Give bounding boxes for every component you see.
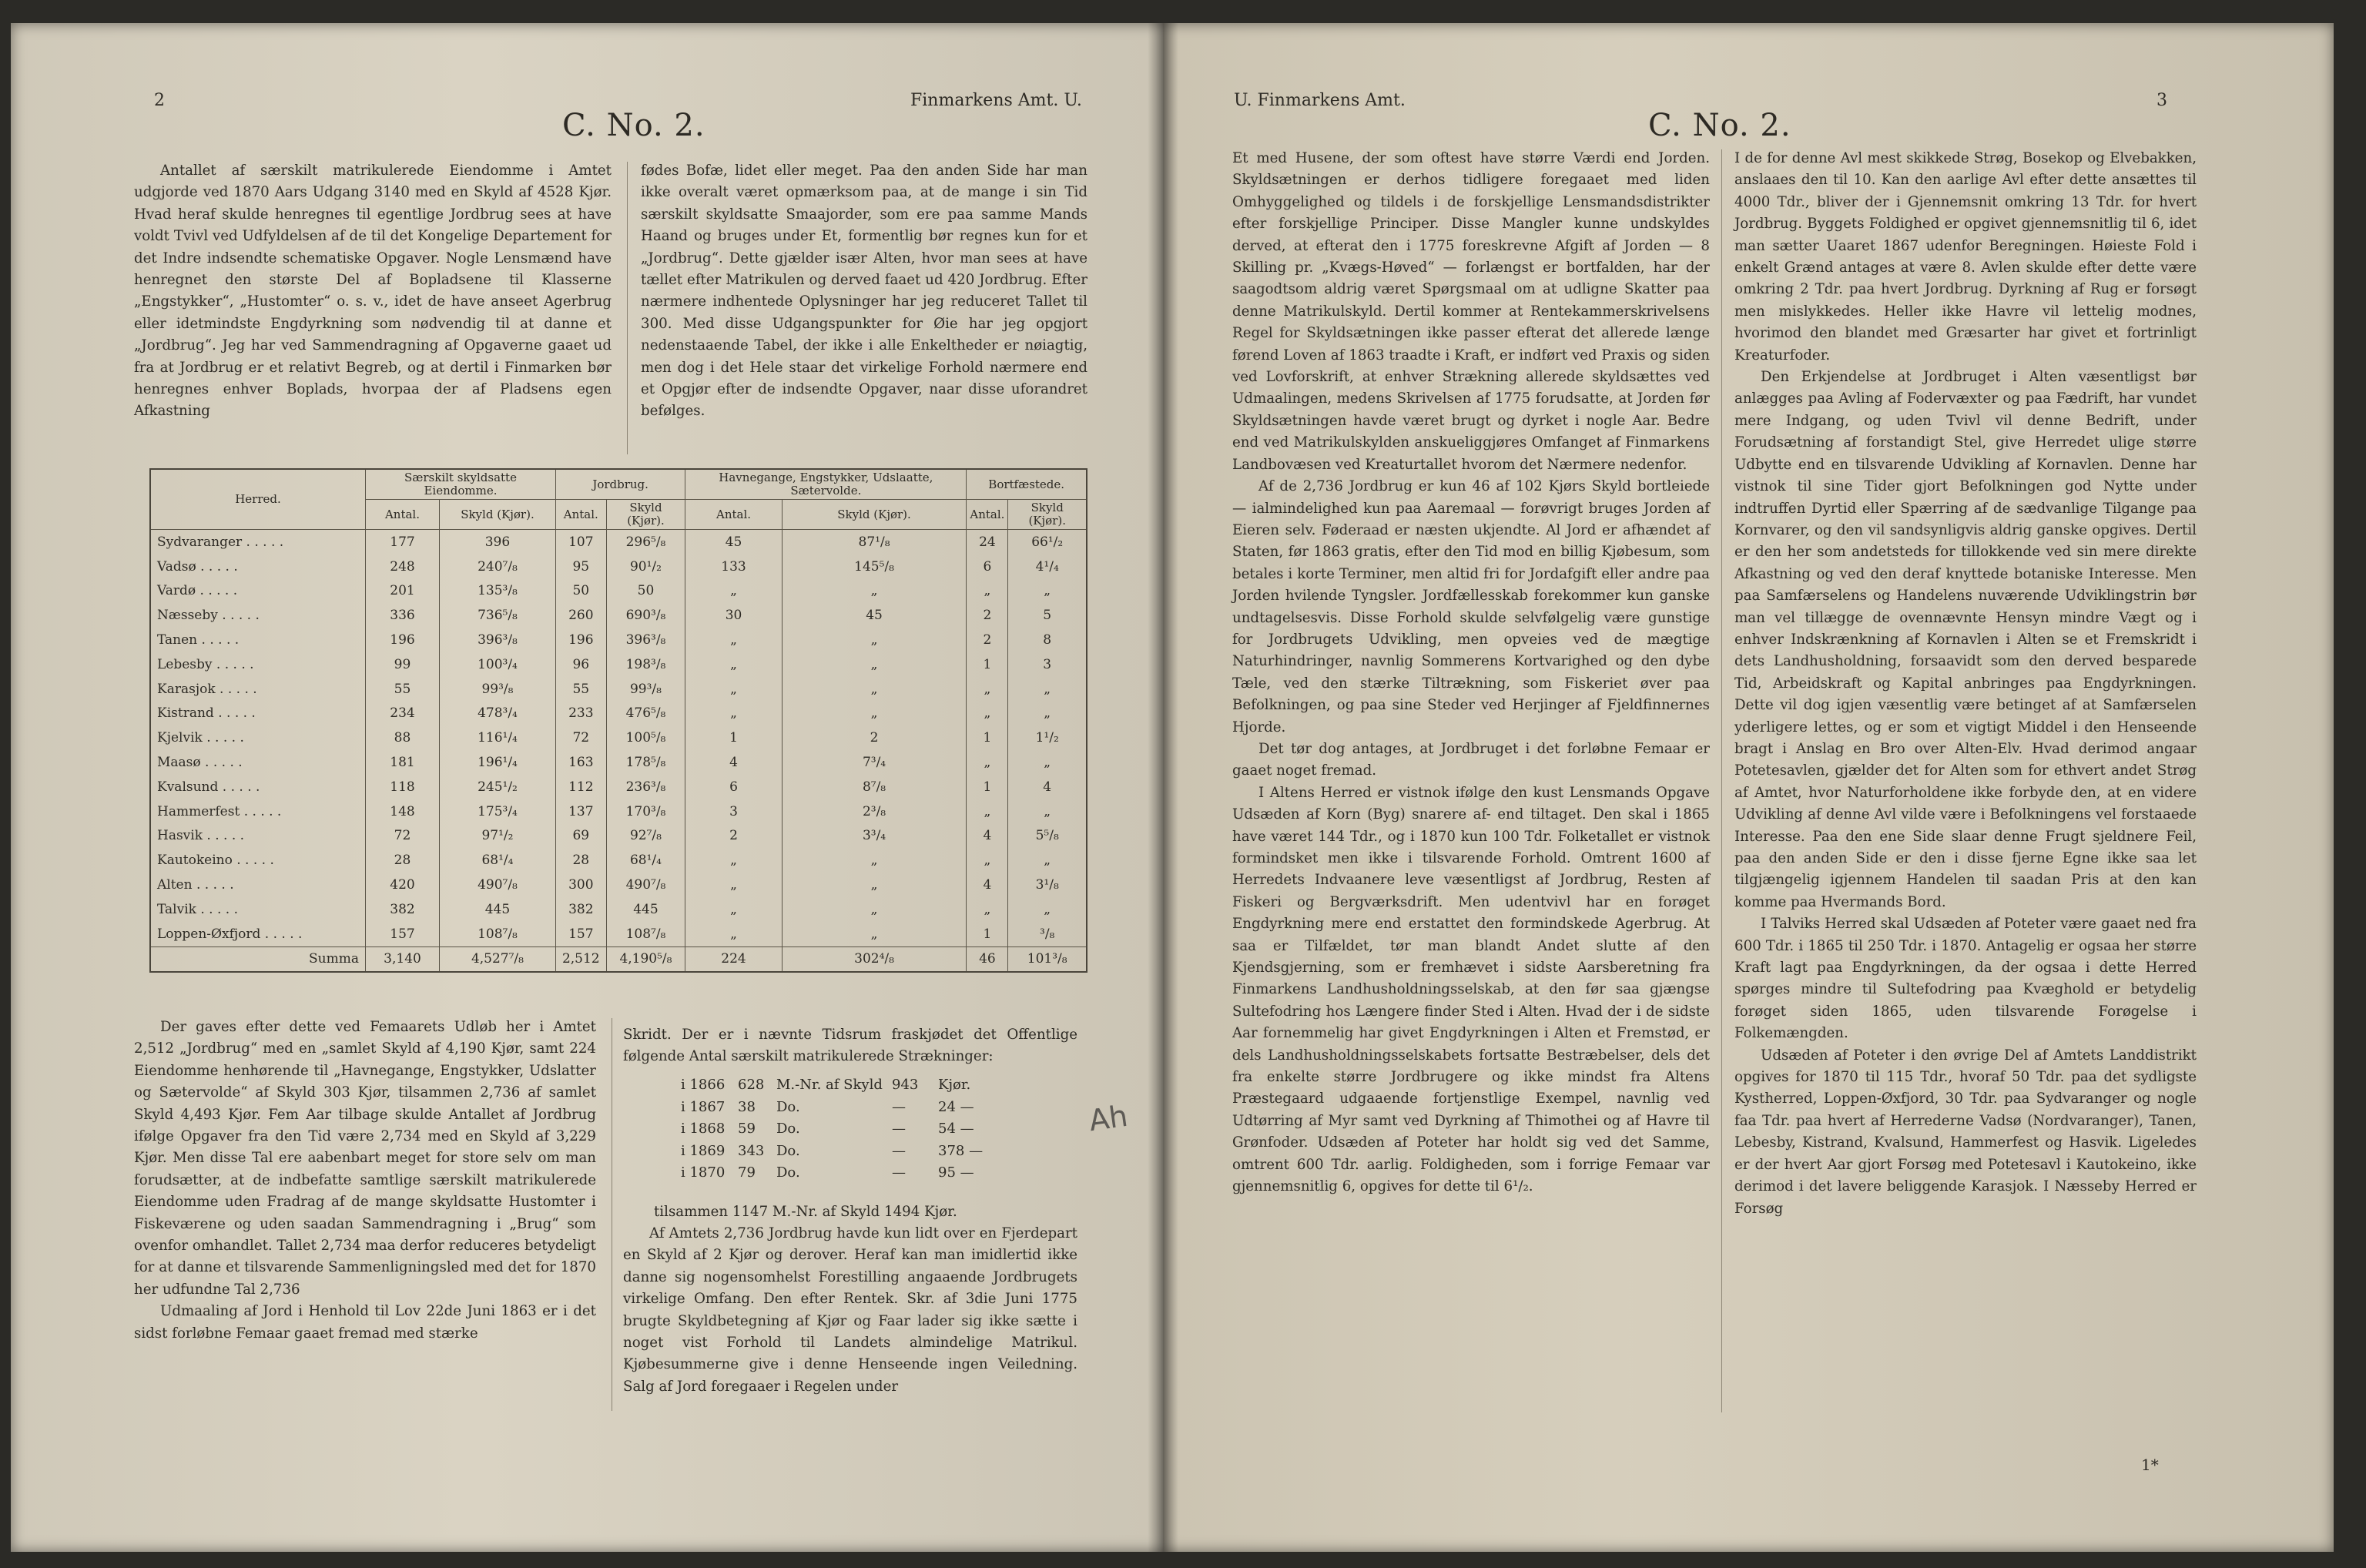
sum-cell: 4,527⁷/₈ — [439, 946, 555, 972]
table-cell: 420 — [366, 873, 440, 897]
table-cell: 24 — [967, 530, 1008, 554]
table-cell: 55 — [555, 677, 606, 702]
table-cell: 28 — [555, 848, 606, 873]
table-cell: 445 — [606, 897, 685, 922]
table-cell: 118 — [366, 775, 440, 799]
table-cell: 5 — [1008, 603, 1087, 628]
paragraph: I de for denne Avl mest skikkede Strøg, Bosekop og Elvebakken, anslaaes den til 10. Kan den aarlige Avl efter dette ansættes til 4000 Tdr., bliver der i Gjennemsnit omkring 13 Tdr. for hvert Jordbrug. Byggets Foldighed er opgivet gjennemsnitlig til 6, idet man sætter Uaaret 1867 udenfor Beregningen. Høieste Fold i enkelt Grænd antages at være 8. Avlen skulde efter dette være omkring 2 Tdr. paa hvert Jordbrug. Dyrkning af Rug er forsøgt men mislykkedes. Heller ikke Havre vil lettelig modnes, hvorimod den blandet med Græsarter har givet et fortrinligt Kreaturfoder. — [1734, 150, 2197, 364]
herred-name: Vadsø . . . . . — [150, 554, 366, 579]
table-cell: 196 — [366, 628, 440, 652]
grant-cell: Do. — [776, 1142, 800, 1159]
herred-name: Sydvaranger . . . . . — [150, 530, 366, 554]
paragraph: Et med Husene, der som oftest have større Værdi end Jorden. Skyldsætningen er derhos tidligere foregaaet med liden Omhyggelighed og tildels i de forskjellige Lensmandsdistrikter efter forskjellige Principer. Disse Mangler kunne undskyldes derved, at efterat den i 1775 foreskrevne Afgift af Jorden — 8 Skilling pr. „Kvægs-Høved“ — forlængst er bortfalden, har der saagodtsom aldrig været Spørgsmaal om at udligne Skatter paa denne Matrikulskyld. Dertil kommer at Rentekammerskrivelsens Regel for Skyldsætningen ikke passer efterat det allerede længe førend Loven af 1863 traadte i Kraft, er indført ved Praxis og siden ved Lovforskrift, at enhver Strækning allerede skyldsættes ved Udmaalingen, medens Skrivelsen af 1775 forudsatte, at Jorden før Skyldsætningen havde været brugt og dyrket i nogle Aar. Bedre end ved Matrikulskylden anskueliggjøres Omfanget af Finmarkens Landbovæsen ved Kreaturtallet hvorom det Nærmere nedenfor. — [1232, 150, 1710, 473]
right-page-title: C. No. 2. — [1648, 108, 1791, 143]
table-row — [150, 702, 1087, 726]
table-cell: „ — [967, 799, 1008, 824]
left-column-4 — [623, 1223, 1077, 1398]
table-cell: „ — [782, 848, 967, 873]
table-cell: 50 — [555, 579, 606, 604]
grant-cell: i 1869 — [681, 1142, 726, 1159]
statistics-table — [149, 468, 1087, 973]
grant-cell: Do. — [776, 1098, 800, 1115]
grant-cell: Do. — [776, 1164, 800, 1181]
grant-cell: 79 — [738, 1164, 756, 1181]
grant-cell: 343 — [738, 1142, 765, 1159]
table-cell: „ — [685, 897, 782, 922]
table-cell: 296⁵/₈ — [606, 530, 685, 554]
table-cell: 95 — [555, 554, 606, 579]
table-cell: 4 — [1008, 775, 1087, 799]
table-row — [150, 628, 1087, 652]
table-cell: 157 — [366, 922, 440, 946]
table-cell: 3¹/₈ — [1008, 873, 1087, 897]
table-cell: „ — [782, 873, 967, 897]
grant-cell: i 1866 — [681, 1077, 726, 1093]
table-cell: „ — [967, 702, 1008, 726]
grant-row — [681, 1118, 1007, 1141]
herred-name: Karasjok . . . . . — [150, 677, 366, 702]
grant-cell: — — [892, 1164, 906, 1181]
herred-name: Kjelvik . . . . . — [150, 725, 366, 750]
table-cell: ³/₈ — [1008, 922, 1087, 946]
table-cell: 107 — [555, 530, 606, 554]
herred-name: Loppen-Øxfjord . . . . . — [150, 922, 366, 946]
table-cell: 135³/₈ — [439, 579, 555, 604]
table-cell: 260 — [555, 603, 606, 628]
table-cell: „ — [1008, 702, 1087, 726]
table-cell: 92⁷/₈ — [606, 824, 685, 849]
table-cell: 137 — [555, 799, 606, 824]
table-cell: 2 — [967, 628, 1008, 652]
table-cell: 148 — [366, 799, 440, 824]
table-row — [150, 848, 1087, 873]
paragraph: Det tør dog antages, at Jordbruget i det forløbne Femaar er gaaet noget fremad. — [1232, 740, 1710, 779]
paragraph: Antallet af særskilt matrikulerede Eiendomme i Amtet udgjorde ved 1870 Aars Udgang 3140 med en Skyld af 4528 Kjør. Hvad heraf skulde henregnes til egentlige Jordbrug sees at have voldt Tvivl ved Udfyldelsen af de til det Kongelige Departement for det Indre indsendte schematiske Opgaver. Nogle Lensmænd have henregnet den største Del af Bopladsene til Klasserne „Engstykker“, „Hustomter“ o. s. v., idet de have anseet Agerbrug eller idetmindste Engdyrkning som nødvendig til at danne et „Jordbrug“. Jeg har ved Sammendragning af Opgaverne gaaet ud fra at Jordbrug er et relativt Begreb, og at dertil i Finmarken bør henregnes enhver Boplads, hvorpaa der af Pladsens egen Afkastning — [134, 162, 612, 420]
table-cell: „ — [967, 579, 1008, 604]
table-subhead: Skyld (Kjør). — [606, 500, 685, 530]
grant-cell: i 1870 — [681, 1164, 726, 1181]
table-cell: 248 — [366, 554, 440, 579]
table-cell: „ — [782, 677, 967, 702]
table-cell: 45 — [685, 530, 782, 554]
table-cell: 1 — [967, 775, 1008, 799]
table-cell: 99³/₈ — [439, 677, 555, 702]
paragraph: Den Erkjendelse at Jordbruget i Alten væsentligst bør anlægges paa Avling af Fodervæxter og paa Fædrift, har vundet mere Indgang, og uden Tvivl vil denne Bedrift, under Forudsætning af forstandigt Stel, give Herredet ulige større Udbytte end en tilsvarende Udvikling af Kornavlen. Denne har vistnok til sine Tider gjort Befolkningen god Nytte under indtruffen Dyrtid eller Spærring af de sædvanlige Tilgange paa Kornvarer, og den vil sandsynligvis aldrig ganske opgives. Dertil er den her som andetsteds for tillokkende ved sin mere direkte Afkastning og ved den deraf knyttede botaniske Interesse. Men paa Samfærselens og Handelens nuværende Udviklingstrin bør man vel tillægge de ovennævnte Hensyn mindre Vægt og i enhver Indskrænkning af Kornavlen i Alten se et Fremskridt i dets Landhusholdning, forsaavidt som den derved besparede Tid, Arbeidskraft og Kapital anbringes paa Engdyrkningen. Dette vil dog igjen væsentlig være betinget af at Samfærselen yderligere lettes, og er som et vigtigt Middel i den Henseende bragt i Anslag en Bro over Alten-Elv. Hvad derimod angaar Potetesavlen, gjælder det for Alten som for ethvert andet Strøg af Amtet, hvor Naturforholdene ikke forbyde den, at en videre Udvikling af denne Avl vilde være i Befolkningens vel forstaaede Interesse. Paa den ene Side slaar denne Frugt sjeldnere Feil, paa den anden Side er den i disse fjerne Egne ikke saa let tilgjængelig igjennem Handelen til saadan Pris at den kan komme paa Hvermands Bord. — [1734, 369, 2197, 910]
table-row — [150, 677, 1087, 702]
signature-mark: 1* — [2141, 1456, 2159, 1474]
left-column-4-intro: Skridt. Der er i nævnte Tidsrum fraskjødet det Offentlige følgende Antal særskilt matrikulerede Strækninger: — [623, 1027, 1077, 1065]
grant-row — [681, 1141, 1007, 1163]
herred-name: Kistrand . . . . . — [150, 702, 366, 726]
sum-cell: 2,512 — [555, 946, 606, 972]
table-cell: 2 — [967, 603, 1008, 628]
table-cell: 445 — [439, 897, 555, 922]
table-cell: 99 — [366, 652, 440, 677]
table-cell: 300 — [555, 873, 606, 897]
table-cell: 396³/₈ — [606, 628, 685, 652]
table-cell: 198³/₈ — [606, 652, 685, 677]
grant-cell: 378 — — [938, 1142, 984, 1159]
sum-label: Summa — [150, 946, 366, 972]
book-gutter — [1148, 23, 1178, 1552]
sum-cell: 46 — [967, 946, 1008, 972]
table-cell: 69 — [555, 824, 606, 849]
table-cell: 4 — [685, 750, 782, 775]
herred-name: Kautokeino . . . . . — [150, 848, 366, 873]
table-cell: 99³/₈ — [606, 677, 685, 702]
table-cell: „ — [1008, 897, 1087, 922]
paragraph: fødes Bofæ, lidet eller meget. Paa den anden Side har man ikke overalt været opmærksom paa, at de mange i sin Tid særskilt skyldsatte Smaajorder, som ere paa samme Mands Haand og bruges under Et, formentlig bør regnes kun for et „Jordbrug“. Dette gjælder især Alten, hvor man sees at have tællet efter Matrikulen og derved faaet ud 420 Jordbrug. Efter nærmere indhentede Oplysninger har jeg reduceret Tallet til 300. Med disse Udgangspunkter for Øie har jeg opgjort nedenstaaende Tabel, der ikke i alle Enkeltheder er nøiagtig, men dog i det Hele staar det virkelige Forhold nærmere end et Opgjør efter de indsendte Opgaver, naar disse uforandret befølges. — [641, 162, 1087, 420]
herred-name: Hasvik . . . . . — [150, 824, 366, 849]
table-cell: „ — [685, 848, 782, 873]
table-head-group: Jordbrug. — [555, 469, 685, 500]
table-cell: „ — [782, 922, 967, 946]
table-cell: 1 — [685, 725, 782, 750]
table-cell: „ — [685, 652, 782, 677]
table-cell: 108⁷/₈ — [606, 922, 685, 946]
table-cell: 96 — [555, 652, 606, 677]
table-cell: „ — [782, 897, 967, 922]
table-cell: 2 — [685, 824, 782, 849]
grant-cell: — — [892, 1121, 906, 1137]
table-head-group: Særskilt skyldsatte Eiendomme. — [366, 469, 556, 500]
table-cell: 6 — [685, 775, 782, 799]
table-cell: 396 — [439, 530, 555, 554]
table-cell: „ — [685, 628, 782, 652]
table-row — [150, 897, 1087, 922]
paragraph: I Altens Herred er vistnok ifølge den kust Lensmands Opgave Udsæden af Korn (Byg) snarere af- end tiltaget. Den skal i 1865 have været 144 Tdr., og i 1870 kun 100 Tdr. Folketallet er vistnok formindsket men ikke i tilsvarende Forhold. Omtrent 1600 af Herredets Indvaanere leve væsentligst af Jordbrug, Resten af Fiskeri og Bergværksdrift. Men udentvivl har en forøget Engdyrkning mere end erstattet den formindskede Agerbrug. At saa er Tilfældet, tør man blandt Andet slutte af den Kjendsgjerning, som er fremhævet i sidste Aarsberetning fra Finmarkens Landhusholdningsselskab, at den før saa gjængse Sultefodring hos Længere finder Sted i Alten. Hvad der i de sidste Aar fornemmelig har givet Engdyrkningen i Alten et Fremstød, er dels Landhusholdningsselskabets fortsatte Bestræbelser, dels det fra enkelte større Jordbrugere og ikke mindst fra Altens Præstegaard udgaaende fortjenstlige Exempel, navnlig ved Udtørring af Myr samt ved Dyrkning af Thimothei og af Havre til Grønfoder. Udsæden af Poteter har holdt sig ved det Samme, omtrent 600 Tdr. aarlig. Foldigheden, som i forrige Femaar var gjennemsnitlig 6, opgives for dette til 6¹/₂. — [1232, 784, 1710, 1195]
table-cell: 3 — [685, 799, 782, 824]
left-page-number: 2 — [154, 91, 165, 110]
table-row — [150, 530, 1087, 554]
herred-name: Maasø . . . . . — [150, 750, 366, 775]
table-head-group: Havnegange, Engstykker, Udslaatte, Sætervolde. — [685, 469, 967, 500]
grant-cell: 59 — [738, 1121, 756, 1137]
table-cell: 382 — [366, 897, 440, 922]
pencil-annotation: Ah — [1087, 1098, 1130, 1138]
table-cell: 7³/₄ — [782, 750, 967, 775]
land-grants-list — [681, 1074, 1007, 1184]
grant-row — [681, 1074, 1007, 1097]
table-cell: 181 — [366, 750, 440, 775]
left-column-1 — [134, 160, 612, 423]
paragraph: Der gaves efter dette ved Femaarets Udløb her i Amtet 2,512 „Jordbrug“ med en „samlet Skyld af 4,190 Kjør, samt 224 Eiendomme henhørende til „Havnegange, Engstykker, Udslatter og Sætervolde“ af Skyld 303 Kjør, tilsammen 2,736 af samlet Skyld 4,493 Kjør. Fem Aar tilbage skulde Antallet af Jordbrug ifølge Opgaver fra den Tid være 2,734 med en Skyld af 3,229 Kjør. Men disse Tal ere aabenbart meget for store selv om man forudsætter, at de indbefatte samtlige særskilt matrikulerede Eiendomme uden Fradrag af de mange skyldsatte Hustomter i Fiskeværene og uden saadan Sammendragning i „Brug“ som ovenfor omhandlet. Tallet 2,734 maa derfor reduceres betydeligt for at danne et tilsvarende Sammenligningsled med det for 1870 her udfundne Tal 2,736 — [134, 1019, 596, 1298]
table-cell: 8 — [1008, 628, 1087, 652]
table-cell: 196 — [555, 628, 606, 652]
table-cell: „ — [1008, 579, 1087, 604]
paragraph: I Talviks Herred skal Udsæden af Poteter være gaaet ned fra 600 Tdr. i 1865 til 250 Tdr. i 1870. Antagelig er ogsaa her større Kraft lagt paa Engdyrkningen, da der ogsaa i dette Herred spørges mindre til Sultefodring paa Kvæghold er betydelig forøget siden 1865, uden tilsvarende Forøgelse i Folkemængden. — [1734, 916, 2197, 1042]
column-rule — [627, 162, 628, 454]
grant-cell: — — [892, 1098, 906, 1115]
table-cell: 3 — [1008, 652, 1087, 677]
table-cell: „ — [967, 897, 1008, 922]
paragraph: Udsæden af Poteter i den øvrige Del af Amtets Landdistrikt opgives for 1870 til 115 Tdr., hvoraf 50 Tdr. paa det sydligste Kystherred, Loppen-Øxfjord, 30 Tdr. paa Sydvaranger og nogle faa Tdr. paa hvert af Herrederne Vadsø (Nordvaranger), Tanen, Lebesby, Kistrand, Kvalsund, Hammerfest og Hasvik. Ligeledes er der hvert Aar gjort Forsøg med Potetesavl i Kautokeino, ikke derimod i det lavere beliggende Karasjok. I Næsseby Herred er Forsøg — [1734, 1047, 2197, 1217]
table-cell: 478³/₄ — [439, 702, 555, 726]
table-cell: 45 — [782, 603, 967, 628]
table-cell: 157 — [555, 922, 606, 946]
grant-cell: — — [892, 1142, 906, 1159]
table-row — [150, 725, 1087, 750]
herred-name: Vardø . . . . . — [150, 579, 366, 604]
table-cell: 68¹/₄ — [439, 848, 555, 873]
table-subhead: Skyld (Kjør). — [439, 500, 555, 530]
table-cell: 396³/₈ — [439, 628, 555, 652]
table-row — [150, 799, 1087, 824]
table-cell: 170³/₈ — [606, 799, 685, 824]
table-cell: 2³/₈ — [782, 799, 967, 824]
table-row — [150, 750, 1087, 775]
table-cell: „ — [967, 677, 1008, 702]
table-cell: 196¹/₄ — [439, 750, 555, 775]
table-cell: 1 — [967, 922, 1008, 946]
table-sum-row — [150, 946, 1087, 972]
table-row — [150, 554, 1087, 579]
right-running-head: U. Finmarkens Amt. — [1234, 91, 1406, 110]
table-cell: „ — [685, 677, 782, 702]
table-cell: 133 — [685, 554, 782, 579]
grant-row — [681, 1162, 1007, 1184]
table-cell: „ — [685, 873, 782, 897]
table-cell: 490⁷/₈ — [439, 873, 555, 897]
table-cell: 4¹/₄ — [1008, 554, 1087, 579]
table-cell: „ — [1008, 848, 1087, 873]
herred-name: Alten . . . . . — [150, 873, 366, 897]
table-cell: 178⁵/₈ — [606, 750, 685, 775]
table-cell: 28 — [366, 848, 440, 873]
right-page — [1163, 23, 2334, 1552]
herred-name: Hammerfest . . . . . — [150, 799, 366, 824]
table-cell: 163 — [555, 750, 606, 775]
table-cell: 108⁷/₈ — [439, 922, 555, 946]
table-row — [150, 922, 1087, 946]
table-cell: „ — [685, 922, 782, 946]
sum-cell: 101³/₈ — [1008, 946, 1087, 972]
table-row — [150, 603, 1087, 628]
column-rule — [1721, 149, 1722, 1412]
table-cell: 87¹/₈ — [782, 530, 967, 554]
herred-name: Tanen . . . . . — [150, 628, 366, 652]
table-subhead: Antal. — [685, 500, 782, 530]
table-cell: 175³/₄ — [439, 799, 555, 824]
table-subhead: Antal. — [555, 500, 606, 530]
table-cell: 55 — [366, 677, 440, 702]
table-cell: 97¹/₂ — [439, 824, 555, 849]
table-cell: 116¹/₄ — [439, 725, 555, 750]
left-column-2 — [641, 160, 1087, 423]
right-column-2 — [1734, 148, 2197, 1220]
grant-cell: 943 — [892, 1077, 919, 1093]
grant-cell: 54 — — [938, 1121, 974, 1137]
table-cell: 72 — [555, 725, 606, 750]
table-cell: 4 — [967, 824, 1008, 849]
paragraph: Af Amtets 2,736 Jordbrug havde kun lidt over en Fjerdepart en Skyld af 2 Kjør og derover. Heraf kan man imidlertid ikke danne sig nogensomhelst Forestilling angaaende Jordbrugets virkelige Omfang. Den efter Rentek. Skr. af 3die Juni 1775 brugte Skyldbetegning af Kjør og Faar lader sig ikke sætte i noget vist Forhold til Landets almindelige Matrikul. Kjøbesummerne give i denne Henseende ingen Veiledning. Salg af Jord foregaaer i Regelen under — [623, 1225, 1077, 1395]
table-cell: 145⁵/₈ — [782, 554, 967, 579]
table-cell: „ — [1008, 750, 1087, 775]
table-cell: 382 — [555, 897, 606, 922]
grant-cell: i 1868 — [681, 1121, 726, 1137]
table-cell: 690³/₈ — [606, 603, 685, 628]
table-cell: 1 — [967, 652, 1008, 677]
table-cell: 201 — [366, 579, 440, 604]
table-cell: 100³/₄ — [439, 652, 555, 677]
table-cell: 100⁵/₈ — [606, 725, 685, 750]
table-cell: 88 — [366, 725, 440, 750]
table-cell: 1 — [967, 725, 1008, 750]
table-cell: 236³/₈ — [606, 775, 685, 799]
table-subhead: Antal. — [366, 500, 440, 530]
table-row — [150, 775, 1087, 799]
table-cell: 6 — [967, 554, 1008, 579]
grant-row — [681, 1097, 1007, 1119]
grants-total: tilsammen 1147 M.-Nr. af Skyld 1494 Kjør. — [654, 1204, 957, 1220]
table-row — [150, 579, 1087, 604]
table-cell: „ — [685, 702, 782, 726]
grant-cell: 95 — — [938, 1164, 974, 1181]
grant-cell: 24 — — [938, 1098, 974, 1115]
table-cell: 336 — [366, 603, 440, 628]
table-subhead: Skyld (Kjør). — [1008, 500, 1087, 530]
left-page — [11, 23, 1166, 1552]
table-cell: 50 — [606, 579, 685, 604]
table-cell: 736⁵/₈ — [439, 603, 555, 628]
table-cell: „ — [782, 628, 967, 652]
table-cell: 234 — [366, 702, 440, 726]
herred-name: Næsseby . . . . . — [150, 603, 366, 628]
table-cell: 2 — [782, 725, 967, 750]
paragraph: Af de 2,736 Jordbrug er kun 46 af 102 Kjørs Skyld bortleiede — ialmindelighed kun paa Aaremaal — forøvrigt bruges Jorden af Eieren selv. Føderaad er næsten ukjendte. Al Jord er afhændet af Staten, før 1863 gratis, efter den Tid mod en billig Kjøbesum, som betales i korte Terminer, men altid fri for Jordafgift eller andre paa Jorden hvilende Tyngsler. Jordfællesskab forekommer kun ganske undtagelsesvis. Disse Forhold skulde selvfølgelig være gunstige for Jordbrugets Udvikling, men opveies ved de mægtige Naturhindringer, navnlig Sommerens Kortvarighed og den dybe Tæle, ved den stærke Tiltrækning, som Fiskeriet øver paa Befolkningen, og paa sine Steder ved Herjinger af Fjeldfinnernes Hjorde. — [1232, 478, 1710, 735]
table-row — [150, 873, 1087, 897]
left-page-title: C. No. 2. — [562, 108, 705, 143]
paragraph: Udmaaling af Jord i Henhold til Lov 22de Juni 1863 er i det sidst forløbne Femaar gaaet fremad med stærke — [134, 1303, 596, 1342]
herred-name: Lebesby . . . . . — [150, 652, 366, 677]
table-cell: „ — [967, 848, 1008, 873]
table-cell: „ — [1008, 677, 1087, 702]
table-cell: 233 — [555, 702, 606, 726]
table-cell: 476⁵/₈ — [606, 702, 685, 726]
table-row — [150, 824, 1087, 849]
herred-name: Kvalsund . . . . . — [150, 775, 366, 799]
table-row — [150, 652, 1087, 677]
table-cell: 5⁵/₈ — [1008, 824, 1087, 849]
grant-cell: i 1867 — [681, 1098, 726, 1115]
table-head-herred: Herred. — [150, 469, 366, 530]
left-column-3 — [134, 1017, 596, 1345]
table-cell: 8⁷/₈ — [782, 775, 967, 799]
sum-cell: 302⁴/₈ — [782, 946, 967, 972]
table-cell: 68¹/₄ — [606, 848, 685, 873]
table-cell: „ — [782, 579, 967, 604]
table-cell: „ — [782, 652, 967, 677]
grant-cell: M.-Nr. af Skyld — [776, 1077, 883, 1093]
table-cell: 177 — [366, 530, 440, 554]
table-cell: 4 — [967, 873, 1008, 897]
sum-cell: 3,140 — [366, 946, 440, 972]
grant-cell: Do. — [776, 1121, 800, 1137]
table-cell: „ — [782, 702, 967, 726]
grant-cell: 628 — [738, 1077, 765, 1093]
right-column-1 — [1232, 148, 1710, 1198]
table-subhead: Skyld (Kjør). — [782, 500, 967, 530]
table-cell: 66¹/₂ — [1008, 530, 1087, 554]
table-cell: 112 — [555, 775, 606, 799]
table-cell: 1¹/₂ — [1008, 725, 1087, 750]
table-cell: 3³/₄ — [782, 824, 967, 849]
table-cell: „ — [1008, 799, 1087, 824]
table-cell: 30 — [685, 603, 782, 628]
table-cell: 490⁷/₈ — [606, 873, 685, 897]
table-subhead: Antal. — [967, 500, 1008, 530]
herred-name: Talvik . . . . . — [150, 897, 366, 922]
table-cell: 240⁷/₈ — [439, 554, 555, 579]
grant-cell: 38 — [738, 1098, 756, 1115]
right-page-number: 3 — [2157, 91, 2167, 110]
table-cell: „ — [685, 579, 782, 604]
left-running-head: Finmarkens Amt. U. — [910, 91, 1082, 110]
table-head-group: Bortfæstede. — [967, 469, 1087, 500]
table-cell: 245¹/₂ — [439, 775, 555, 799]
table-cell: „ — [967, 750, 1008, 775]
grant-cell: Kjør. — [938, 1077, 971, 1093]
table-cell: 90¹/₂ — [606, 554, 685, 579]
sum-cell: 4,190⁵/₈ — [606, 946, 685, 972]
table-cell: 72 — [366, 824, 440, 849]
sum-cell: 224 — [685, 946, 782, 972]
